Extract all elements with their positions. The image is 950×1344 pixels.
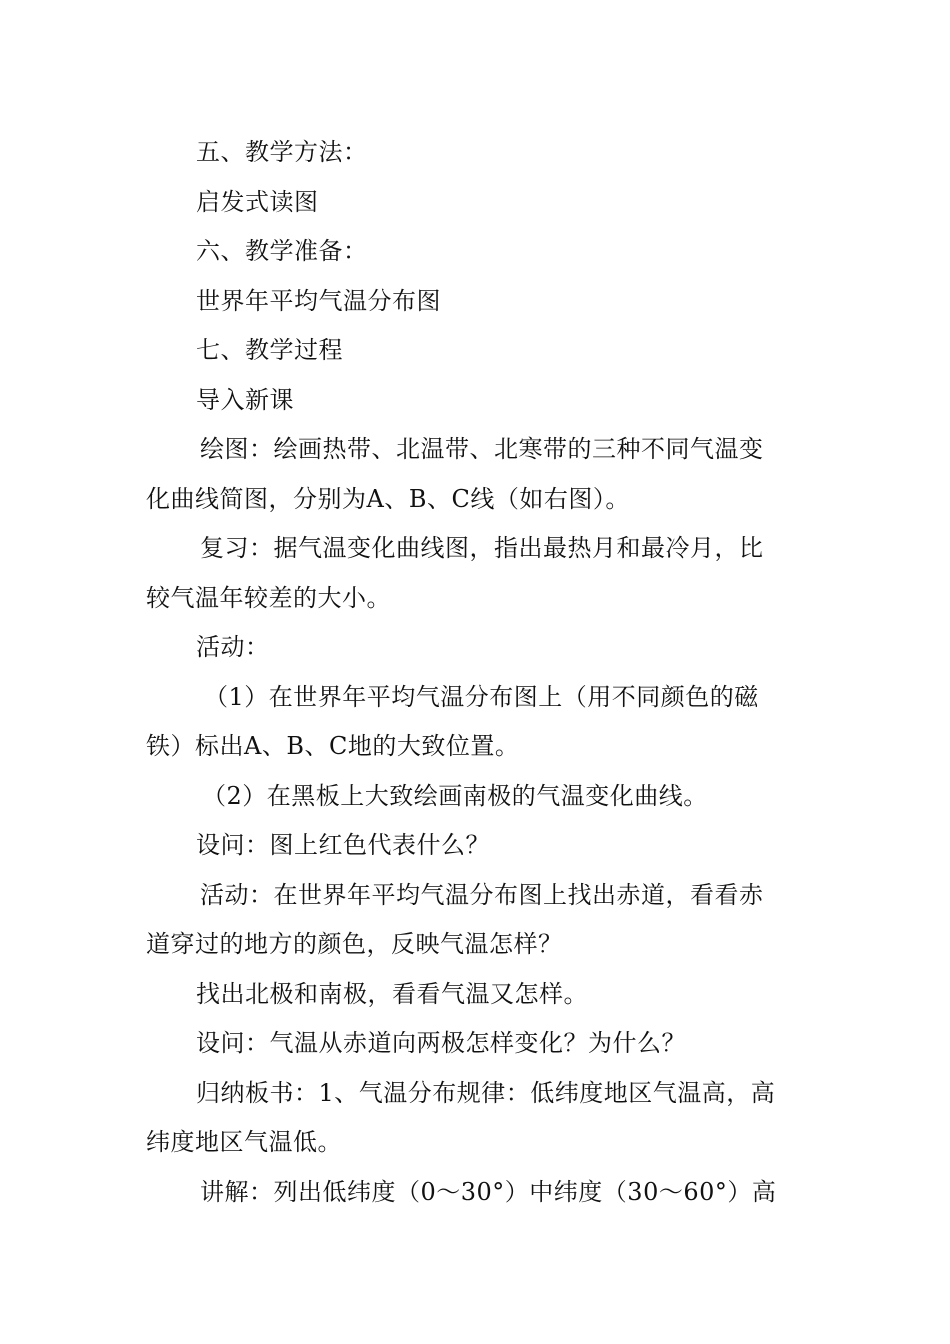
paragraph-activity-2: （2）在黑板上大致绘画南极的气温变化曲线。 — [202, 781, 708, 810]
paragraph-line: 活动：在世界年平均气温分布图上找出赤道，看看赤 — [200, 880, 764, 909]
document-body — [146, 128, 810, 1217]
paragraph-activity-1 — [146, 673, 810, 772]
paragraph-question-change: 设问：气温从赤道向两极怎样变化？为什么？ — [196, 1029, 686, 1057]
paragraph-summary — [146, 1069, 810, 1168]
paragraph-line: 复习：据气温变化曲线图，指出最热月和最冷月，比 — [200, 534, 764, 562]
paragraph-review — [146, 524, 810, 623]
paragraph-explanation: 讲解：列出低纬度（0～30°）中纬度（30～60°）高 — [200, 1177, 777, 1206]
paragraph-poles: 找出北极和南极，看看气温又怎样。 — [196, 979, 588, 1008]
paragraph-intro: 导入新课 — [196, 385, 294, 414]
section-heading-preparation: 六、教学准备： — [196, 237, 368, 265]
paragraph-methods: 启发式读图 — [196, 187, 319, 216]
paragraph-line: 归纳板书：1、气温分布规律：低纬度地区气温高，高 — [196, 1078, 776, 1107]
paragraph-line: 较气温年较差的大小。 — [146, 583, 391, 612]
paragraph-line: 纬度地区气温低。 — [146, 1128, 342, 1156]
paragraph-preparation: 世界年平均气温分布图 — [196, 286, 441, 315]
section-heading-methods: 五、教学方法： — [196, 138, 368, 166]
paragraph-line: 化曲线简图，分别为A、B、C线（如右图）。 — [146, 484, 630, 513]
section-heading-process: 七、教学过程 — [196, 336, 343, 364]
paragraph-drawing — [146, 425, 810, 524]
paragraph-line: （1）在世界年平均气温分布图上（用不同颜色的磁 — [204, 682, 759, 711]
paragraph-question-red: 设问：图上红色代表什么？ — [196, 831, 490, 859]
paragraph-line: 绘图：绘画热带、北温带、北寒带的三种不同气温变 — [200, 435, 764, 463]
paragraph-line: 铁）标出A、B、C地的大致位置。 — [146, 732, 520, 760]
paragraph-activity-equator — [146, 871, 810, 970]
paragraph-activity-label: 活动： — [196, 633, 270, 661]
paragraph-line: 道穿过的地方的颜色，反映气温怎样？ — [146, 930, 563, 958]
